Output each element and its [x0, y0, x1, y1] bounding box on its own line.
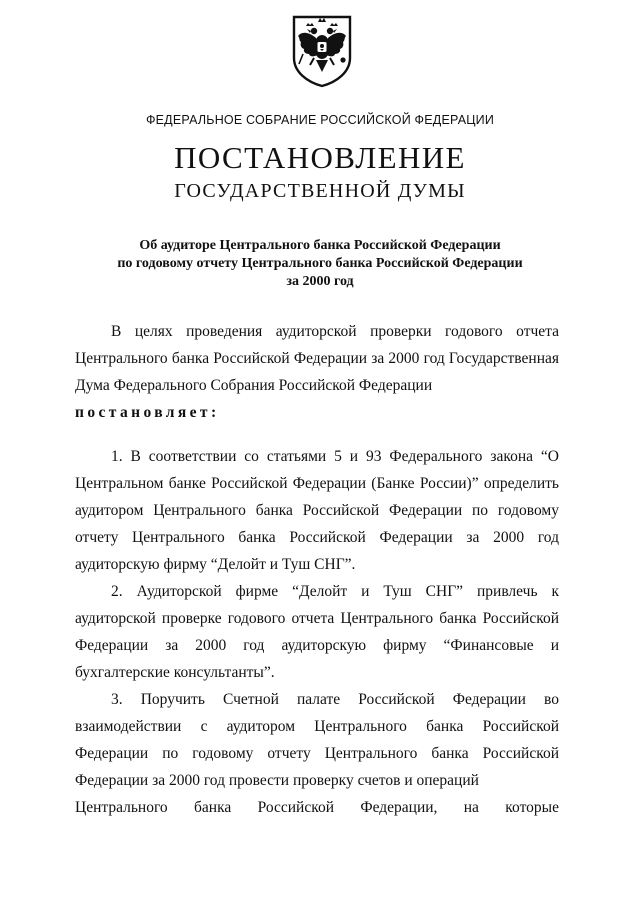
word: Федерации, — [360, 799, 438, 816]
heading-line: по годовому отчету Центрального банка Российской Федерации — [117, 256, 523, 271]
word: Центрального — [75, 799, 168, 816]
word: банка — [194, 799, 232, 816]
issuer-name: ФЕДЕРАЛЬНОЕ СОБРАНИЕ РОССИЙСКОЙ ФЕДЕРАЦИИ — [145, 113, 495, 127]
preamble-paragraph — [75, 318, 559, 426]
document-type-title: ПОСТАНОВЛЕНИЕ — [174, 140, 466, 175]
item-3-paragraph: 3. Поручить Счетной палате Российской Федерации во взаимодействии с аудитором Центрального банка Российской Федерации по годовому отчету Центрального банка Российской Федерации за 2000 год провести проверку счетов и операций — [75, 691, 559, 789]
word: которые — [505, 799, 559, 816]
heading-line: Об аудиторе Центрального банка Российской Федерации — [139, 238, 501, 253]
word: на — [463, 799, 479, 816]
resolves-keyword: постановляет: — [75, 404, 220, 421]
item-2-paragraph: 2. Аудиторской фирме “Делойт и Туш СНГ” привлечь к аудиторской проверке годового отчета Центрального банка Российской Федерации за 2000 год аудиторскую фирму “Финансовые и бухгалтерские консультанты”. — [75, 583, 559, 681]
heading-line: за 2000 год — [286, 274, 354, 289]
word: Российской — [257, 799, 334, 816]
resolution-heading — [60, 237, 580, 291]
issuing-body-subtitle: ГОСУДАРСТВЕННОЙ ДУМЫ — [174, 180, 466, 202]
item-1-paragraph: 1. В соответствии со статьями 5 и 93 Федерального закона “О Центральном банке Российской Федерации (Банке России)” определить аудитором Центрального банка Российской Федерации по годовому отчету Центрального банка Российской Федерации за 2000 год аудиторскую фирму “Делойт и Туш СНГ”. — [75, 448, 559, 573]
resolution-body — [75, 318, 559, 821]
preamble-text: В целях проведения аудиторской проверки годового отчета Центрального банка Российской Федерации за 2000 год Государственная Дума Федерального Собрания Российской Федерации — [75, 323, 559, 394]
item-3-continuation-line — [75, 794, 559, 821]
coat-of-arms-emblem-icon — [291, 14, 353, 88]
